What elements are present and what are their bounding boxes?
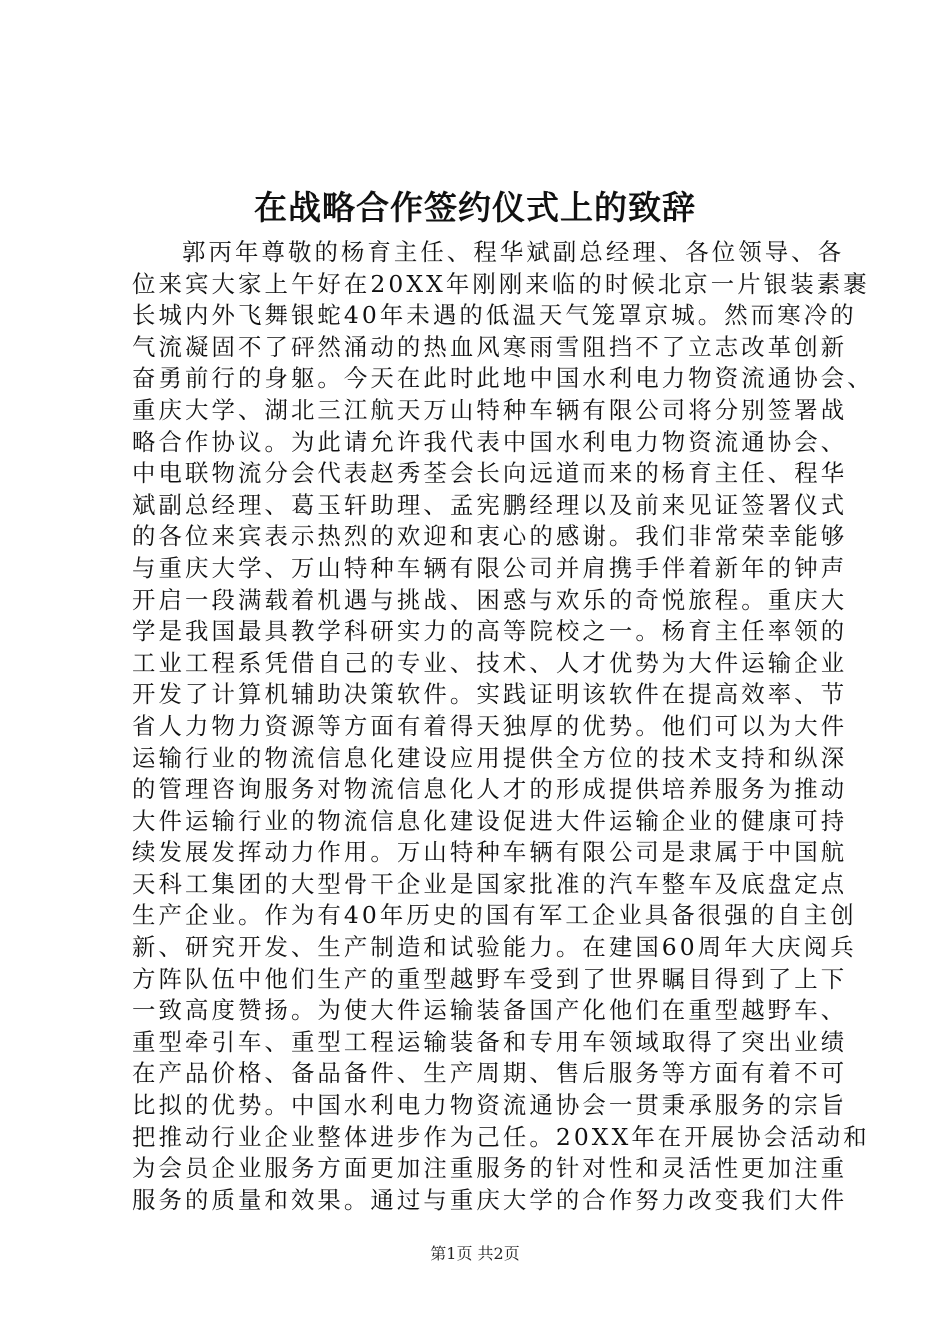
page-indicator: 第1页 共2页 (430, 1244, 520, 1263)
document-page: 在战略合作签约仪式上的致辞 郭丙年尊敬的杨育主任、程华斌副总经理、各位领导、各 位来宾大家上午好在20XX年刚刚来临的时候北京一片银装素裹 长城内外飞舞银蛇40年未遇的低温天气笼罩京城。然而寒冷的 气流凝固不了砰然涌动的热血风寒雨雪阻挡不了立志改革创新 奋勇前行的身躯。今天在此时此地中国水利电力物资流通协会、 重庆大学、湖北三江航天万山特种车辆有限公司将分别签署战 略合作协议。为此请允许我代表中国水利电力物资流通协会、 中电联物流分会代表赵秀荃会长向远道而来的杨育主任、程华 斌副总经理、葛玉轩助理、孟宪鹏经理以及前来见证签署仪式 的各位来宾表示热烈的欢迎和衷心的感谢。我们非常荣幸能够 与重庆大学、万山特种车辆有限公司并肩携手伴着新年的钟声 开启一段满载着机遇与挑战、困惑与欢乐的奇悦旅程。重庆大 学是我国最具教学科研实力的高等院校之一。杨育主任率领的 工业工程系凭借自己的专业、技术、人才优势为大件运输企业 开发了计算机辅助决策软件。实践证明该软件在提高效率、节 省人力物力资源等方面有着得天独厚的优势。他们可以为大件 运输行业的物流信息化建设应用提供全方位的技术支持和纵深 的管理咨询服务对物流信息化人才的形成提供培养服务为推动 大件运输行业的物流信息化建设促进大件运输企业的健康可持 续发展发挥动力作用。万山特种车辆有限公司是隶属于中国航 天科工集团的大型骨干企业是国家批准的汽车整车及底盘定点 生产企业。作为有40年历史的国有军工企业具备很强的自主创 新、研究开发、生产制造和试验能力。在建国60周年大庆阅兵 方阵队伍中他们生产的重型越野车受到了世界瞩目得到了上下 一致高度赞扬。为使大件运输装备国产化他们在重型越野车、 重型牵引车、重型工程运输装备和专用车领域取得了突出业绩 在产品价格、备品备件、生产周期、售后服务等方面有着不可 比拟的优势。中国水利电力物资流通协会一贯秉承服务的宗旨 把推动行业企业整体进步作为己任。20XX年在开展协会活动和 为会员企业服务方面更加注重服务的针对性和灵活性更加注重 服务的质量和效果。通过与重庆大学的合作努力改变我们大件 第1页 共2页 (0, 0, 950, 1344)
body-line: 郭丙年尊敬的杨育主任、程华斌副总经理、各位领导、各 (182, 238, 845, 266)
document-title: 在战略合作签约仪式上的致辞 (254, 188, 696, 227)
